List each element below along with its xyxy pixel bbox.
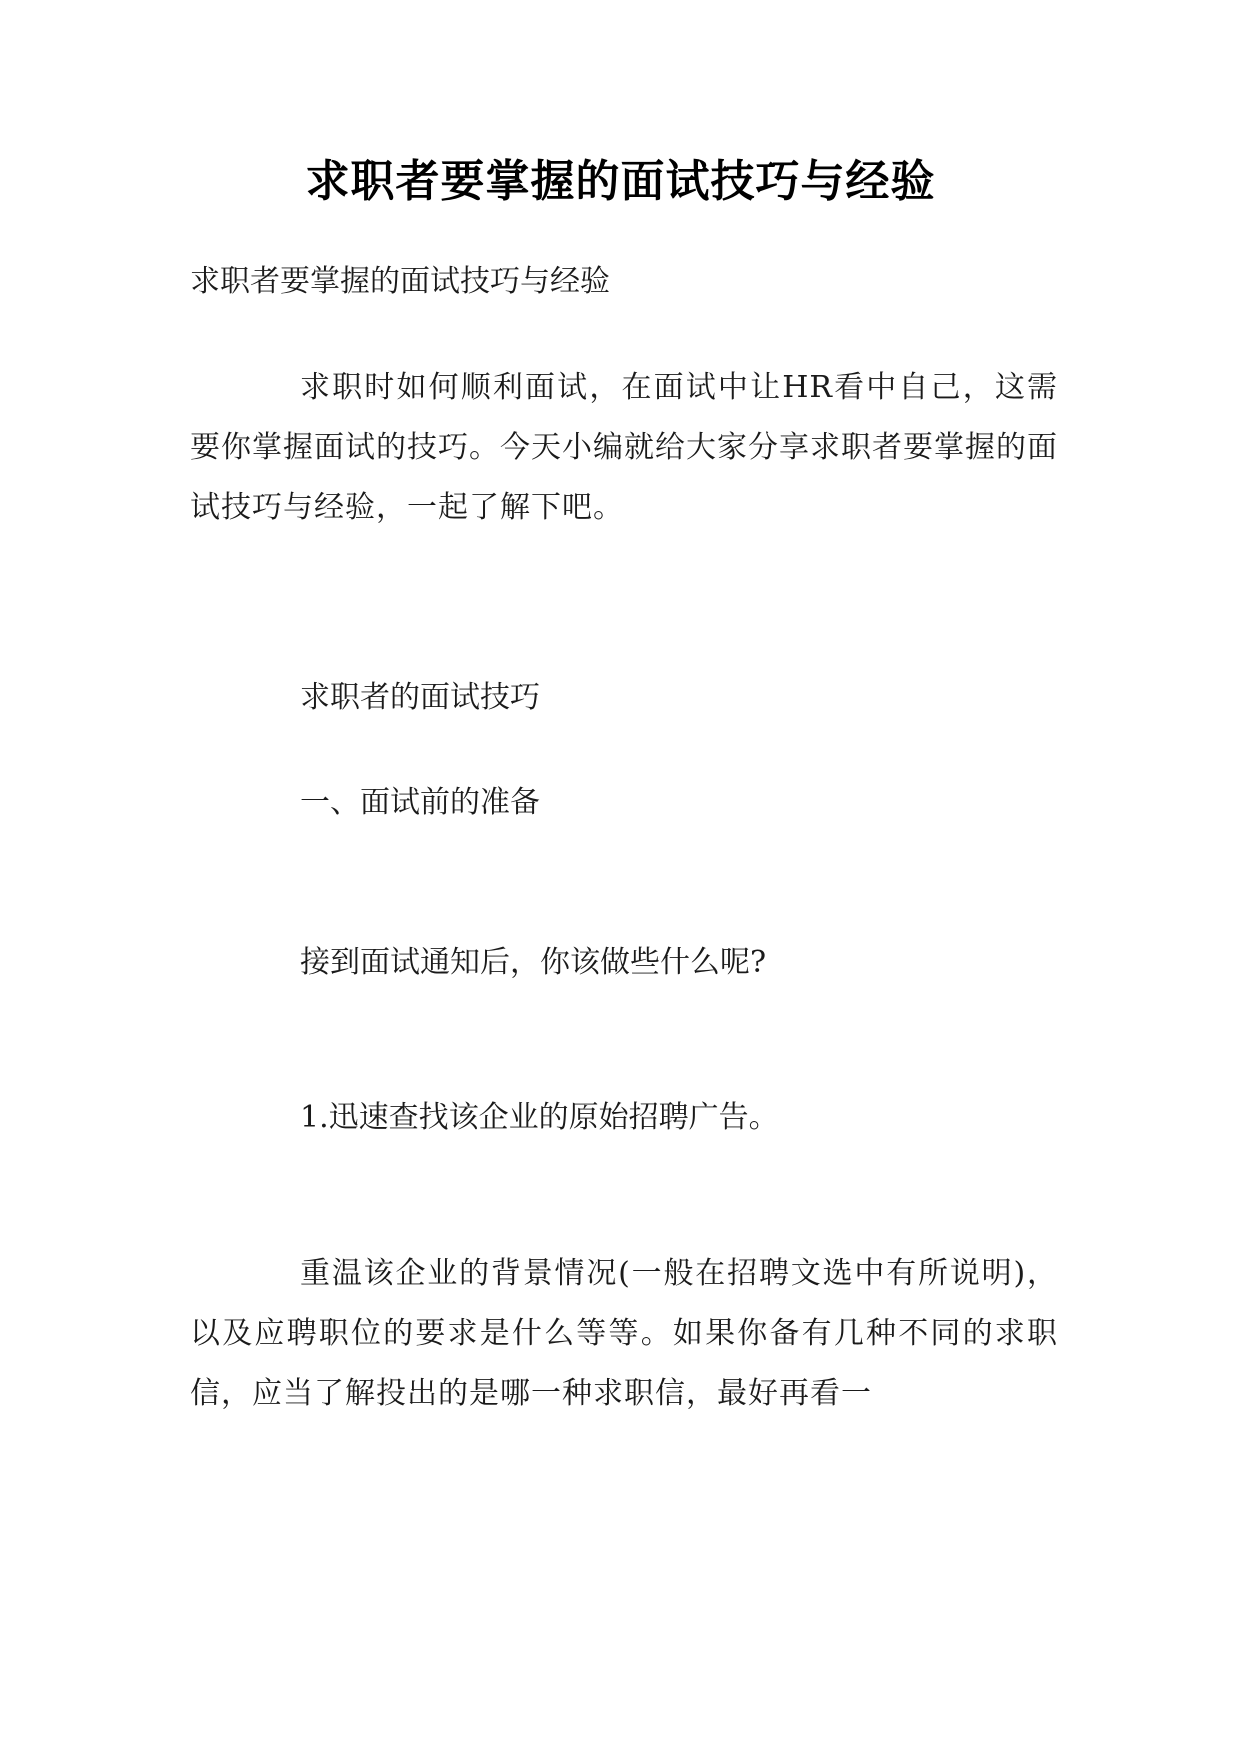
document-title: 求职者要掌握的面试技巧与经验 bbox=[305, 156, 936, 207]
subheading-preparation: 一、面试前的准备 bbox=[300, 785, 540, 820]
intro-paragraph: 求职时如何顺利面试，在面试中让HR看中自己，这需要你掌握面试的技巧。今天小编就给大家分享求职者要掌握的面试技巧与经验，一起了解下吧。 bbox=[190, 370, 1058, 525]
step-1-heading: 1.迅速查找该企业的原始招聘广告。 bbox=[300, 1100, 779, 1135]
question-paragraph: 接到面试通知后，你该做些什么呢? bbox=[300, 945, 767, 980]
section-heading: 求职者的面试技巧 bbox=[300, 680, 540, 715]
document-subtitle: 求职者要掌握的面试技巧与经验 bbox=[190, 264, 610, 299]
step-1-detail-paragraph: 重温该企业的背景情况(一般在招聘文选中有所说明)，以及应聘职位的要求是什么等等。如果你备有几种不同的求职信，应当了解投出的是哪一种求职信，最好再看一 bbox=[190, 1256, 1058, 1411]
